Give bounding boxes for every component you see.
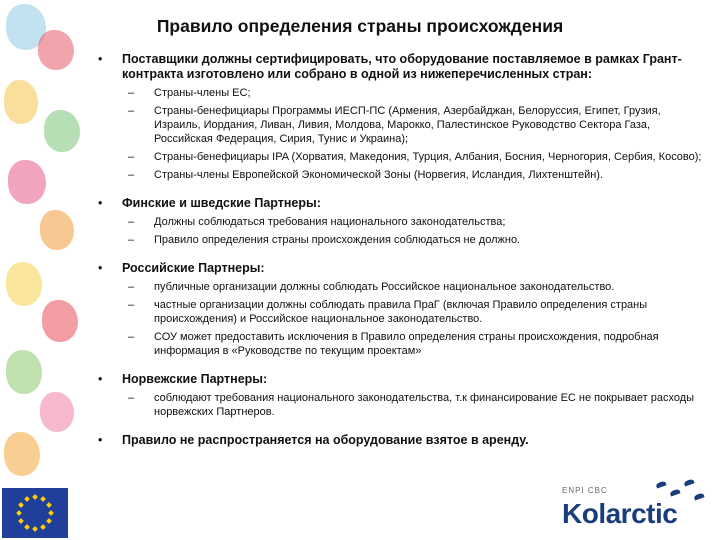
- hand-print-icon: [4, 80, 38, 124]
- hand-print-icon: [8, 160, 46, 204]
- list-item: – СОУ может предоставить исключения в Правило определения страны происхождения, подробная информация в «Руководстве по текущим проектам»: [154, 330, 704, 358]
- section-heading: • Российские Партнеры:: [92, 261, 704, 276]
- eu-flag-icon: [2, 488, 68, 538]
- list-item: – Страны-бенефициары IPA (Хорватия, Македония, Турция, Албания, Босния, Черногория, Сербия, Косово);: [154, 150, 704, 164]
- content-body: [92, 52, 704, 452]
- decorative-hands-sidebar: [0, 0, 88, 540]
- hand-print-icon: [42, 300, 78, 342]
- list-item: – Страны-бенефициары Программы ИЕСП-ПС (Армения, Азербайджан, Белоруссия, Египет, Грузия, Израиль, Иордания, Ливан, Ливия, Молдова, Марокко, Палестинское Руководство Сектора Газа, Российская Федерация, Сирия, Тунис и Украина);: [154, 104, 704, 146]
- sub-list: [92, 215, 704, 247]
- section-heading: • Финские и шведские Партнеры:: [92, 196, 704, 211]
- sub-list: [92, 86, 704, 182]
- section: [92, 372, 704, 419]
- hand-print-icon: [6, 350, 42, 394]
- logo-prefix: ENPI CBC: [562, 486, 608, 495]
- sub-list: [92, 280, 704, 358]
- section-heading: • Норвежские Партнеры:: [92, 372, 704, 387]
- section: [92, 52, 704, 182]
- logo-name: Kolarctic: [562, 498, 678, 529]
- list-item: – Страны-члены ЕС;: [154, 86, 704, 100]
- list-item: – публичные организации должны соблюдать Российское национальное законодательство.: [154, 280, 704, 294]
- section-heading: • Правило не распространяется на оборудование взятое в аренду.: [92, 433, 704, 448]
- list-item: – Страны-члены Европейской Экономической Зоны (Норвегия, Исландия, Лихтенштейн).: [154, 168, 704, 182]
- sub-list: [92, 391, 704, 419]
- kolarctic-logo: [560, 476, 710, 534]
- section: [92, 261, 704, 358]
- list-item: – частные организации должны соблюдать правила ПраГ (включая Правило определения страны происхождения) и Российское национальное законодательство.: [154, 298, 704, 326]
- page-title: Правило определения страны происхождения: [156, 16, 564, 36]
- list-item: – Должны соблюдаться требования национального законодательства;: [154, 215, 704, 229]
- hand-print-icon: [4, 432, 40, 476]
- hand-print-icon: [40, 210, 74, 250]
- section: [92, 433, 704, 448]
- list-item: – Правило определения страны происхождения соблюдаться не должно.: [154, 233, 704, 247]
- list-item: – соблюдают требования национального законодательства, т.к финансирование ЕС не покрывает расходы норвежских Партнеров.: [154, 391, 704, 419]
- section: [92, 196, 704, 247]
- hand-print-icon: [6, 262, 42, 306]
- section-heading: • Поставщики должны сертифицировать, что оборудование поставляемое в рамках Грант-контракта изготовлено или собрано в одной из нижеперечисленных стран:: [92, 52, 704, 82]
- hand-print-icon: [40, 392, 74, 432]
- hand-print-icon: [44, 110, 80, 152]
